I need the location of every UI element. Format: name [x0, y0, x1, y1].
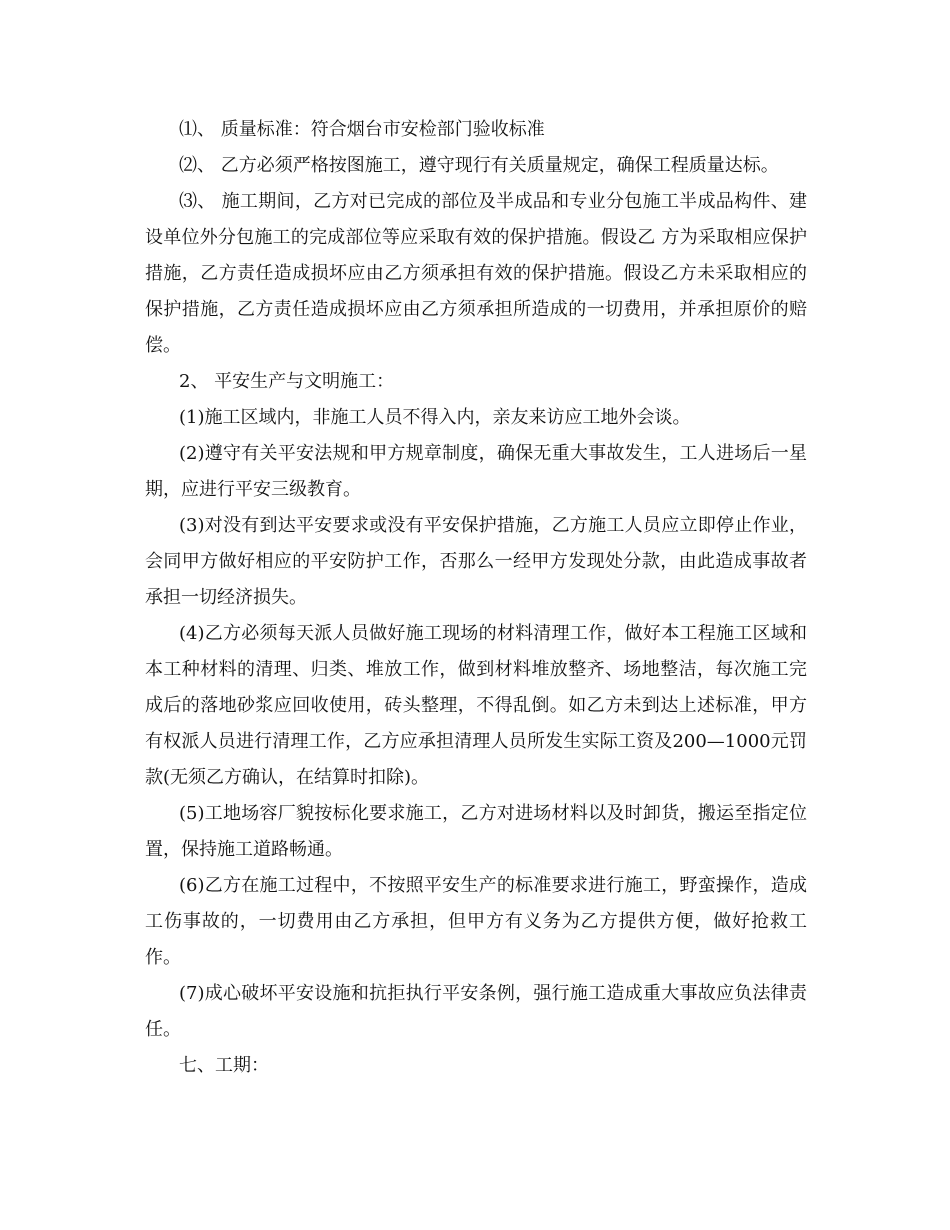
clause-construction-by-drawings: ⑵、 乙方必须严格按图施工，遵守现行有关质量规定，确保工程质量达标。 [179, 155, 779, 176]
safety-item-1: (1)施工区域内，非施工人员不得入内，亲友来访应工地外会谈。 [179, 407, 691, 428]
safety-item-4: (4)乙方必须每天派人员做好施工现场的材料清理工作，做好本工程施工区域和本工种材料的清理、归类、堆放工作，做到材料堆放整齐、场地整洁，每次施工完成后的落地砂浆应回收使用，砖头整理，不得乱倒。如乙方未到达上述标准，甲方有权派人员进行清理工作，乙方应承担清理人员所发生实际工资及200—1000元罚款(无须乙方确认，在结算时扣除)。 [145, 623, 807, 788]
clause-protection-measures: ⑶、 施工期间，乙方对已完成的部位及半成品和专业分包施工半成品构件、建设单位外分包施工的完成部位等应采取有效的保护措施。假设乙 方为采取相应保护措施，乙方责任造成损坏应由乙方须承担有效的保护措施。假设乙方未采取相应的保护措施，乙方责任造成损坏应由乙方须承担所造成的一切费用，并承担原价的赔偿。 [145, 191, 807, 356]
section-heading-schedule: 七、工期： [179, 1055, 269, 1076]
safety-item-5: (5)工地场容厂貌按标化要求施工，乙方对进场材料以及时卸货，搬运至指定位置，保持施工道路畅通。 [145, 803, 807, 860]
safety-item-7: (7)成心破坏平安设施和抗拒执行平安条例，强行施工造成重大事故应负法律责任。 [145, 983, 807, 1040]
document-body [145, 112, 807, 1084]
safety-item-3: (3)对没有到达平安要求或没有平安保护措施，乙方施工人员应立即停止作业，会同甲方做好相应的平安防护工作，否那么一经甲方发现处分款，由此造成事故者承担一切经济损失。 [145, 515, 807, 608]
safety-item-6: (6)乙方在施工过程中，不按照平安生产的标准要求进行施工，野蛮操作，造成工伤事故的，一切费用由乙方承担，但甲方有义务为乙方提供方便，做好抢救工作。 [145, 875, 807, 968]
safety-item-2: (2)遵守有关平安法规和甲方规章制度，确保无重大事故发生，工人进场后一星期，应进行平安三级教育。 [145, 443, 807, 500]
section-heading-safety: 2、 平安生产与文明施工： [179, 371, 395, 392]
clause-quality-standard: ⑴、 质量标准：符合烟台市安检部门验收标准 [179, 119, 545, 140]
